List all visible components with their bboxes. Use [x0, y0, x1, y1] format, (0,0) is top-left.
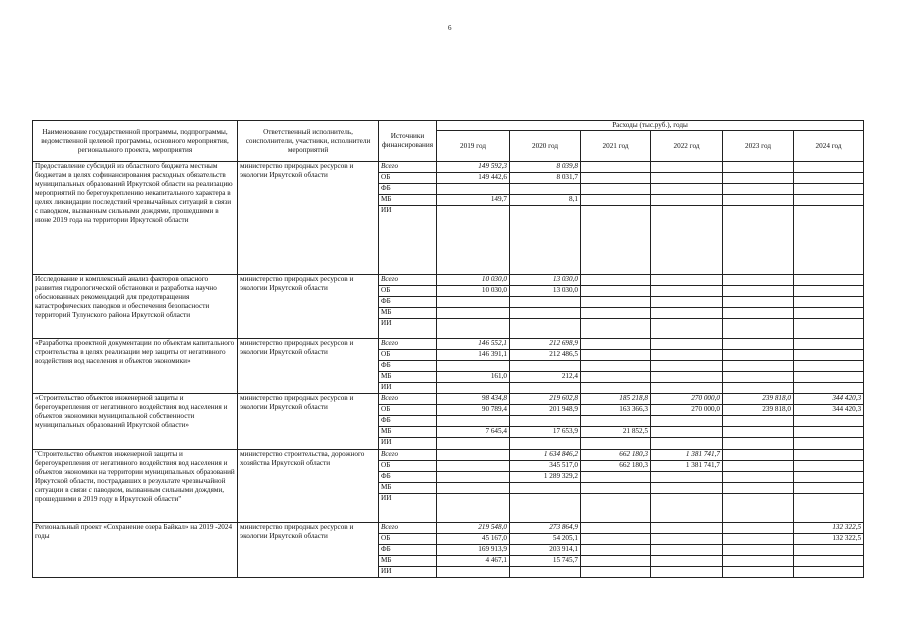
source-cell: ИИ [379, 438, 437, 450]
value-cell [723, 297, 794, 308]
value-cell: 17 653,9 [510, 427, 581, 438]
program-name-cell: "Строительство объектов инженерной защиты и берегоукрепления от негативного воздействия вод населения и объектов экономики на территории муниципальных образований Иркутской области, пострадавших в результате чрезвычайной ситуации в связи с паводком, вызванным сильными дождями, прошедшими в 2019 году в Иркутской области" [33, 450, 238, 523]
value-cell [510, 319, 581, 339]
value-cell [510, 383, 581, 394]
value-cell [723, 427, 794, 438]
value-cell [651, 206, 723, 275]
source-cell: МБ [379, 427, 437, 438]
value-cell [437, 206, 510, 275]
value-cell [651, 556, 723, 567]
source-cell: ФБ [379, 545, 437, 556]
source-cell: ФБ [379, 361, 437, 372]
value-cell [794, 297, 864, 308]
value-cell [581, 350, 651, 361]
value-cell: 239 818,0 [723, 405, 794, 416]
value-cell [651, 545, 723, 556]
value-cell: 201 948,9 [510, 405, 581, 416]
table-row [33, 450, 864, 461]
value-cell [794, 350, 864, 361]
col-header-expenses: Расходы (тыс.руб.), годы [437, 121, 864, 131]
value-cell [794, 494, 864, 523]
value-cell: 273 864,9 [510, 523, 581, 534]
value-cell [510, 416, 581, 427]
source-cell: МБ [379, 483, 437, 494]
value-cell: 219 548,0 [437, 523, 510, 534]
value-cell [723, 339, 794, 350]
source-cell: ОБ [379, 286, 437, 297]
value-cell: 662 180,3 [581, 461, 651, 472]
value-cell [794, 427, 864, 438]
value-cell: 8 031,7 [510, 173, 581, 184]
value-cell [581, 275, 651, 286]
value-cell [794, 416, 864, 427]
source-cell: ОБ [379, 350, 437, 361]
executor-cell: министерство природных ресурсов и экологии Иркутской области [238, 394, 379, 450]
value-cell [581, 372, 651, 383]
value-cell: 8,1 [510, 195, 581, 206]
value-cell: 212,4 [510, 372, 581, 383]
value-cell [723, 567, 794, 578]
value-cell [581, 472, 651, 483]
value-cell [794, 472, 864, 483]
source-cell: ОБ [379, 405, 437, 416]
value-cell [794, 567, 864, 578]
value-cell [437, 567, 510, 578]
executor-cell: министерство строительства, дорожного хозяйства Иркутской области [238, 450, 379, 523]
value-cell [581, 286, 651, 297]
value-cell [437, 383, 510, 394]
value-cell: 54 205,1 [510, 534, 581, 545]
value-cell: 149,7 [437, 195, 510, 206]
value-cell [723, 286, 794, 297]
source-cell: ФБ [379, 472, 437, 483]
value-cell [510, 297, 581, 308]
col-header-sources: Источники финансирования [379, 121, 437, 162]
value-cell [723, 545, 794, 556]
source-cell: Всего [379, 162, 437, 173]
col-header-year: 2021 год [581, 131, 651, 162]
source-cell: Всего [379, 339, 437, 350]
value-cell: 161,0 [437, 372, 510, 383]
source-cell: ИИ [379, 206, 437, 275]
col-header-program: Наименование государственной программы, подпрограммы, ведомственной целевой программы, основного мероприятия, регионального проекта, мероприятия [33, 121, 238, 162]
value-cell [723, 556, 794, 567]
value-cell [510, 184, 581, 195]
value-cell [581, 173, 651, 184]
value-cell: 149 592,3 [437, 162, 510, 173]
source-cell: МБ [379, 556, 437, 567]
col-header-year: 2023 год [723, 131, 794, 162]
value-cell [794, 438, 864, 450]
value-cell [437, 450, 510, 461]
value-cell [794, 206, 864, 275]
value-cell: 8 039,8 [510, 162, 581, 173]
value-cell [723, 319, 794, 339]
value-cell [794, 556, 864, 567]
value-cell [581, 361, 651, 372]
value-cell [651, 350, 723, 361]
value-cell [581, 545, 651, 556]
value-cell [437, 483, 510, 494]
col-header-year: 2020 год [510, 131, 581, 162]
value-cell [510, 308, 581, 319]
col-header-year: 2022 год [651, 131, 723, 162]
value-cell: 169 913,9 [437, 545, 510, 556]
source-cell: Всего [379, 450, 437, 461]
table-row [33, 394, 864, 405]
value-cell [651, 523, 723, 534]
value-cell: 270 000,0 [651, 405, 723, 416]
value-cell [794, 461, 864, 472]
value-cell [651, 297, 723, 308]
value-cell [723, 275, 794, 286]
value-cell [437, 184, 510, 195]
value-cell: 146 391,1 [437, 350, 510, 361]
value-cell: 15 745,7 [510, 556, 581, 567]
value-cell: 13 030,0 [510, 275, 581, 286]
value-cell [581, 534, 651, 545]
value-cell: 90 789,4 [437, 405, 510, 416]
value-cell [437, 494, 510, 523]
value-cell: 98 434,8 [437, 394, 510, 405]
program-name-cell: «Строительство объектов инженерной защиты и берегоукрепления от негативного воздействия вод населения и объектов экономики муниципальной собственности муниципальных образований Иркутской области» [33, 394, 238, 450]
value-cell [581, 567, 651, 578]
program-name-cell: «Разработка проектной документации по объектам капитального строительства в целях реализации мер защиты от негативного воздействия вод населения и объектов экономики» [33, 339, 238, 394]
value-cell [437, 438, 510, 450]
value-cell [651, 361, 723, 372]
source-cell: ОБ [379, 173, 437, 184]
executor-cell: министерство природных ресурсов и экологии Иркутской области [238, 162, 379, 275]
value-cell [651, 173, 723, 184]
value-cell [581, 308, 651, 319]
value-cell [723, 450, 794, 461]
value-cell [723, 206, 794, 275]
col-header-year: 2024 год [794, 131, 864, 162]
value-cell [723, 173, 794, 184]
value-cell [723, 361, 794, 372]
value-cell [723, 483, 794, 494]
value-cell [651, 339, 723, 350]
value-cell [794, 319, 864, 339]
value-cell [794, 361, 864, 372]
value-cell [651, 275, 723, 286]
value-cell: 1 381 741,7 [651, 461, 723, 472]
source-cell: МБ [379, 195, 437, 206]
value-cell [651, 438, 723, 450]
value-cell [581, 297, 651, 308]
value-cell [510, 438, 581, 450]
value-cell [581, 162, 651, 173]
value-cell [651, 494, 723, 523]
value-cell: 212 698,9 [510, 339, 581, 350]
table-row [33, 339, 864, 350]
value-cell [510, 494, 581, 523]
value-cell [794, 372, 864, 383]
value-cell: 239 818,0 [723, 394, 794, 405]
value-cell [723, 195, 794, 206]
value-cell [723, 438, 794, 450]
value-cell [794, 173, 864, 184]
source-cell: МБ [379, 308, 437, 319]
value-cell [794, 339, 864, 350]
value-cell: 7 645,4 [437, 427, 510, 438]
value-cell: 146 552,1 [437, 339, 510, 350]
source-cell: Всего [379, 394, 437, 405]
col-header-executor: Ответственный исполнитель, соисполнители, участники, исполнители мероприятий [238, 121, 379, 162]
value-cell [581, 383, 651, 394]
source-cell: ФБ [379, 184, 437, 195]
value-cell: 163 366,3 [581, 405, 651, 416]
source-cell: ИИ [379, 567, 437, 578]
value-cell [510, 483, 581, 494]
program-name-cell: Региональный проект «Сохранение озера Байкал» на 2019 -2024 годы [33, 523, 238, 578]
value-cell: 13 030,0 [510, 286, 581, 297]
value-cell [581, 319, 651, 339]
page-number: 6 [448, 24, 452, 32]
col-header-year: 2019 год [437, 131, 510, 162]
value-cell: 345 517,0 [510, 461, 581, 472]
value-cell [723, 472, 794, 483]
value-cell [437, 297, 510, 308]
value-cell [794, 545, 864, 556]
value-cell: 10 030,0 [437, 286, 510, 297]
value-cell: 132 322,5 [794, 523, 864, 534]
value-cell [437, 361, 510, 372]
executor-cell: министерство природных ресурсов и экологии Иркутской области [238, 275, 379, 339]
value-cell [794, 308, 864, 319]
value-cell [581, 438, 651, 450]
value-cell: 212 486,5 [510, 350, 581, 361]
value-cell [651, 416, 723, 427]
value-cell [651, 286, 723, 297]
value-cell [723, 383, 794, 394]
value-cell [794, 450, 864, 461]
value-cell [651, 483, 723, 494]
table-row [33, 275, 864, 286]
value-cell [510, 567, 581, 578]
value-cell [794, 162, 864, 173]
value-cell [723, 350, 794, 361]
table-row [33, 162, 864, 173]
value-cell [651, 472, 723, 483]
executor-cell: министерство природных ресурсов и экологии Иркутской области [238, 523, 379, 578]
executor-cell: министерство природных ресурсов и экологии Иркутской области [238, 339, 379, 394]
value-cell [723, 162, 794, 173]
value-cell [651, 427, 723, 438]
budget-table [32, 120, 864, 578]
value-cell: 10 030,0 [437, 275, 510, 286]
source-cell: Всего [379, 523, 437, 534]
value-cell: 45 167,0 [437, 534, 510, 545]
value-cell: 185 218,8 [581, 394, 651, 405]
source-cell: ФБ [379, 297, 437, 308]
value-cell [723, 184, 794, 195]
value-cell: 1 381 741,7 [651, 450, 723, 461]
value-cell [581, 184, 651, 195]
value-cell [510, 361, 581, 372]
value-cell [437, 308, 510, 319]
value-cell: 203 914,1 [510, 545, 581, 556]
value-cell [651, 319, 723, 339]
value-cell [437, 416, 510, 427]
value-cell [651, 567, 723, 578]
source-cell: ОБ [379, 461, 437, 472]
value-cell: 344 420,3 [794, 405, 864, 416]
source-cell: ОБ [379, 534, 437, 545]
source-cell: ИИ [379, 319, 437, 339]
value-cell [581, 206, 651, 275]
value-cell [581, 416, 651, 427]
value-cell [437, 319, 510, 339]
value-cell: 149 442,6 [437, 173, 510, 184]
value-cell [581, 556, 651, 567]
value-cell [651, 308, 723, 319]
value-cell [581, 339, 651, 350]
value-cell: 1 289 329,2 [510, 472, 581, 483]
value-cell [581, 494, 651, 523]
value-cell [651, 184, 723, 195]
value-cell [723, 416, 794, 427]
value-cell [723, 523, 794, 534]
program-name-cell: Исследование и комплексный анализ факторов опасного развития гидрологической обстановки и разработка научно обоснованных рекомендаций для предотвращения катастрофических паводков и обеспечения безопасности территорий Тулунского района Иркутской области [33, 275, 238, 339]
value-cell [651, 534, 723, 545]
value-cell [581, 523, 651, 534]
value-cell [581, 195, 651, 206]
value-cell [723, 461, 794, 472]
value-cell [794, 195, 864, 206]
value-cell [651, 195, 723, 206]
value-cell [794, 184, 864, 195]
source-cell: ИИ [379, 494, 437, 523]
source-cell: МБ [379, 372, 437, 383]
value-cell: 344 420,3 [794, 394, 864, 405]
value-cell [723, 308, 794, 319]
source-cell: ФБ [379, 416, 437, 427]
value-cell [510, 206, 581, 275]
value-cell [437, 472, 510, 483]
value-cell [581, 483, 651, 494]
value-cell [794, 275, 864, 286]
value-cell: 219 602,8 [510, 394, 581, 405]
value-cell [794, 286, 864, 297]
value-cell [437, 461, 510, 472]
value-cell: 132 322,5 [794, 534, 864, 545]
table-row [33, 523, 864, 534]
source-cell: Всего [379, 275, 437, 286]
value-cell: 1 634 846,2 [510, 450, 581, 461]
value-cell [651, 383, 723, 394]
value-cell [723, 494, 794, 523]
source-cell: ИИ [379, 383, 437, 394]
value-cell: 21 852,5 [581, 427, 651, 438]
value-cell [651, 372, 723, 383]
value-cell [723, 534, 794, 545]
program-name-cell: Предоставление субсидий из областного бюджета местным бюджетам в целях софинансирования расходных обязательств муниципальных образований Иркутской области на реализацию мероприятий по берегоукреплению некапитального характера в целях ликвидации последствий чрезвычайных ситуаций в связи с паводком, вызванным сильными дождями, прошедшими в июне 2019 года на территории Иркутской области [33, 162, 238, 275]
value-cell [651, 162, 723, 173]
value-cell [794, 383, 864, 394]
value-cell: 662 180,3 [581, 450, 651, 461]
value-cell [794, 483, 864, 494]
value-cell [723, 372, 794, 383]
value-cell: 4 467,1 [437, 556, 510, 567]
value-cell: 270 000,0 [651, 394, 723, 405]
